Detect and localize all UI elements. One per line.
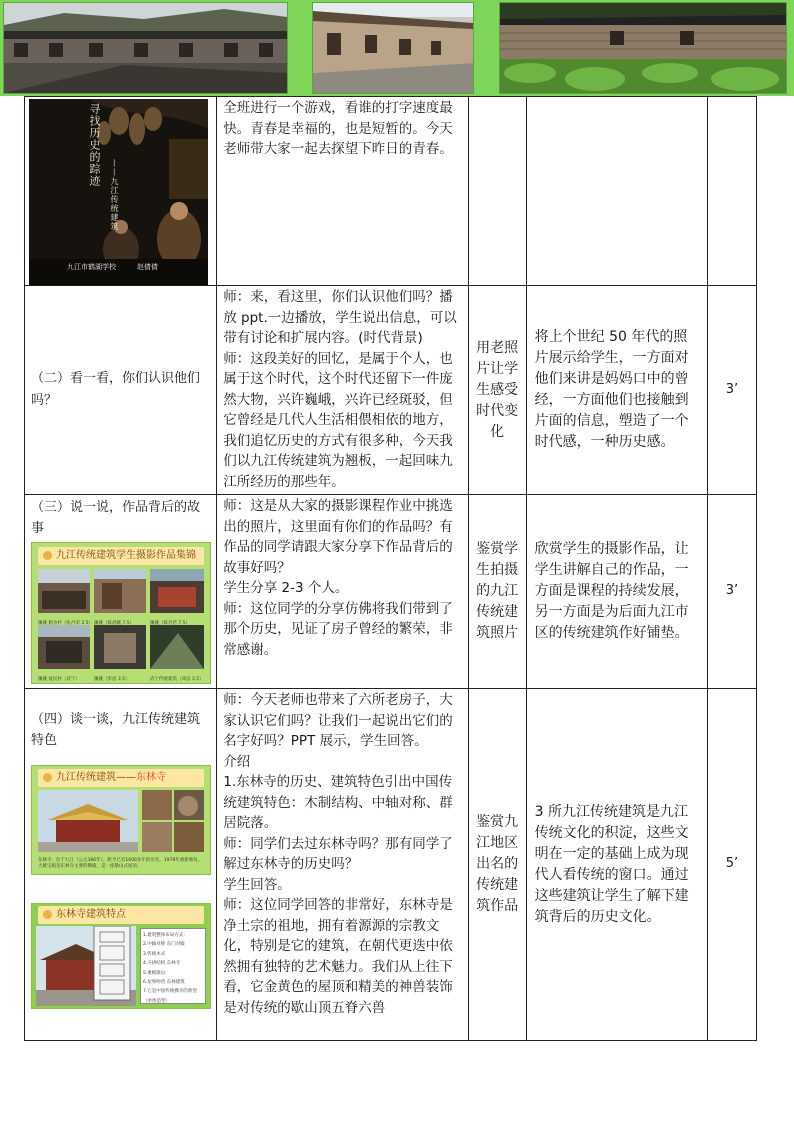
design-note-cell (526, 286, 707, 495)
activity-text: 师：这是从大家的摄影课程作业中挑选出的照片，这里面有你们的作品吗？有作品的同学请跟大家分享下作品背后的故事好吗？ 学生分享 2-3 个人。 师：这位同学的分享仿佛将我们带到了那个历史，见证了房子曾经的繁荣，非常感谢。 (223, 498, 453, 658)
header-photo-village-lane (312, 2, 474, 94)
cover-title-line-1: 寻找历史的踪迹 (88, 103, 101, 187)
table-row (25, 286, 757, 495)
teacher-student-activity (217, 689, 468, 1041)
cover-footer-author: 赵倩倩 (137, 262, 158, 271)
feature-item: 7.它是中国传统佛寺的典型（单体造型） (143, 989, 197, 1004)
slide-caption: 东林寺，位于九江（公元386年）。距今已有1600多年的历史。1978年重新修复。大雄宝殿是东林寺主要的佛殿，是一座歇山式屋顶。 (38, 858, 203, 869)
time-value: 3’ (725, 381, 739, 397)
design-intent-text: 用老照片让学生感受时代变化 (476, 339, 519, 440)
feature-item: 5.重檐歇山 (143, 970, 166, 976)
temple-photos (38, 790, 204, 852)
slide-title: 九江传统建筑学生摄影作品集锦 (56, 550, 196, 561)
process-label: （四）谈一谈，九江传统建筑特色 (31, 712, 201, 748)
design-intent-text: 鉴赏学生拍摄的九江传统建筑照片 (476, 541, 519, 641)
activity-text: 师：来，看这里，你们认识他们吗？播放 ppt.一边播放，学生说出信息，可以带有讨论和扩展内容。(时代背景) 师：这段美好的回忆，是属于个人，也属于这个时代，这个时代还留下一件庞然大物，兴许巍峨，兴许已经斑驳，但它曾经是几代人生活相偎相依的地方，我们追忆历史的方式有很多种，今天我们以九江传统建筑为翘板，一起回味九江所经历的那些年。 (223, 289, 457, 490)
cover-slide-thumbnail (29, 99, 208, 285)
design-note-cell (526, 97, 707, 286)
time-cell (707, 495, 756, 689)
teacher-student-activity (217, 495, 468, 689)
feature-item: 4.斗拱结构 东林寺 (143, 961, 181, 967)
process-cell (25, 286, 217, 495)
header-photo-old-village (3, 2, 288, 94)
cover-title-line-2: ——九江传统建筑 (110, 159, 119, 231)
teacher-student-activity (217, 97, 468, 286)
process-label: （二）看一看，你们认识他们吗？ (31, 371, 201, 408)
feature-item: 3.传统木式 (143, 951, 166, 957)
process-cell (25, 97, 217, 286)
photo-caption: 濂溪（陈丹若 7.5） (150, 621, 191, 626)
temple-plan-photo (36, 926, 136, 1006)
time-cell (707, 97, 756, 286)
design-note-cell (526, 689, 707, 1041)
time-cell (707, 286, 756, 495)
design-note-cell (526, 495, 707, 689)
time-value: 5’ (725, 856, 739, 872)
process-label: （三）说一说，作品背后的故事 (31, 500, 201, 536)
lesson-plan-table (24, 96, 757, 1041)
design-note-text: 将上个世纪 50 年代的照片展示给学生，一方面对他们来讲是妈妈口中的曾经，一方面他们也接触到片面的信息，塑造了一个时代感，一种历史感。 (534, 329, 689, 450)
table-row (25, 97, 757, 286)
slide-title-bar (38, 906, 204, 924)
time-value: 3’ (725, 583, 739, 599)
flower-icon (43, 910, 52, 919)
photo-caption: 濂溪 鹤舍村（张丹荣 3.5） (38, 621, 94, 626)
photo-caption: 濂溪 爱民村（武宁） (38, 677, 80, 682)
design-note-text: 欣赏学生的摄影作品，让学生讲解自己的作品，一方面是课程的持续发展，另一方面是为后面九江市区的传统建筑作好铺垫。 (534, 541, 689, 641)
activity-text: 全班进行一个游戏，看谁的打字速度最快。青春是幸福的，也是短暂的。今天老师带大家一起去探望下昨日的青春。 (223, 100, 453, 157)
process-cell (25, 689, 217, 1041)
donglin-temple-slide (31, 765, 211, 875)
design-note-text: 3 所九江传统建筑是九江传统文化的积淀，这些文明在一定的基础上成为现代人看传统的窗口。通过这些建筑让学生了解下建筑背后的历史文化。 (534, 803, 689, 925)
teacher-student-activity (217, 286, 468, 495)
slide-title-prefix: 九江传统建筑—— (56, 772, 136, 783)
table-row (25, 689, 757, 1041)
design-intent-cell (468, 97, 526, 286)
photo-caption: 濂溪（陈晨曦 7.5） (94, 621, 135, 626)
slide-title-highlight: 东林寺 (136, 772, 166, 783)
slide-title-bar (38, 769, 204, 787)
photo-collection-slide (31, 542, 211, 684)
header-photo-stone-house (499, 2, 787, 94)
feature-list-box (140, 928, 206, 1004)
design-intent-cell (468, 495, 526, 689)
slide-title: 东林寺建筑特点 (56, 909, 126, 920)
slide-title-bar (38, 547, 204, 565)
process-cell (25, 495, 217, 689)
design-intent-cell (468, 286, 526, 495)
flower-icon (43, 773, 52, 782)
donglin-features-slide (31, 903, 211, 1009)
design-intent-cell (468, 689, 526, 1041)
feature-item: 6.屋脊吻兽 东林建筑 (143, 980, 185, 986)
feature-item: 2.中轴对称 东门对殿 (143, 942, 185, 948)
photo-caption: 濂溪（彭思 3.5） (94, 677, 130, 682)
cover-footer-school: 九江市鹤湖学校 (67, 262, 116, 271)
design-intent-text: 鉴赏九江地区出名的传统建筑作品 (476, 814, 519, 914)
photo-caption: 武宁传统建筑（邓彦 3.5） (150, 677, 204, 682)
feature-item: 1.建筑整体布局方式： (143, 933, 188, 938)
table-row (25, 495, 757, 689)
activity-text: 师：今天老师也带来了六所老房子，大家认识它们吗？让我们一起说出它们的名字好吗？PPT 展示，学生回答。 介绍 1.东林寺的历史、建筑特色引出中国传统建筑特色：木制结构、中轴对称、群居院落。 师：同学们去过东林寺吗？那有同学了解过东林寺的历史吗？ 学生回答。 师：这位同学回答的非常好，东林寺是净土宗的祖地，拥有着源源的宗教文化，特别是它的建筑，在朝代更迭中依然拥有独特的艺术魅力。我们从上往下看，它金黄色的屋顶和精美的神兽装饰是对传统的歇山顶五脊六兽 (223, 692, 453, 1016)
time-cell (707, 689, 756, 1041)
flower-icon (43, 551, 52, 560)
header-banner (0, 0, 794, 96)
